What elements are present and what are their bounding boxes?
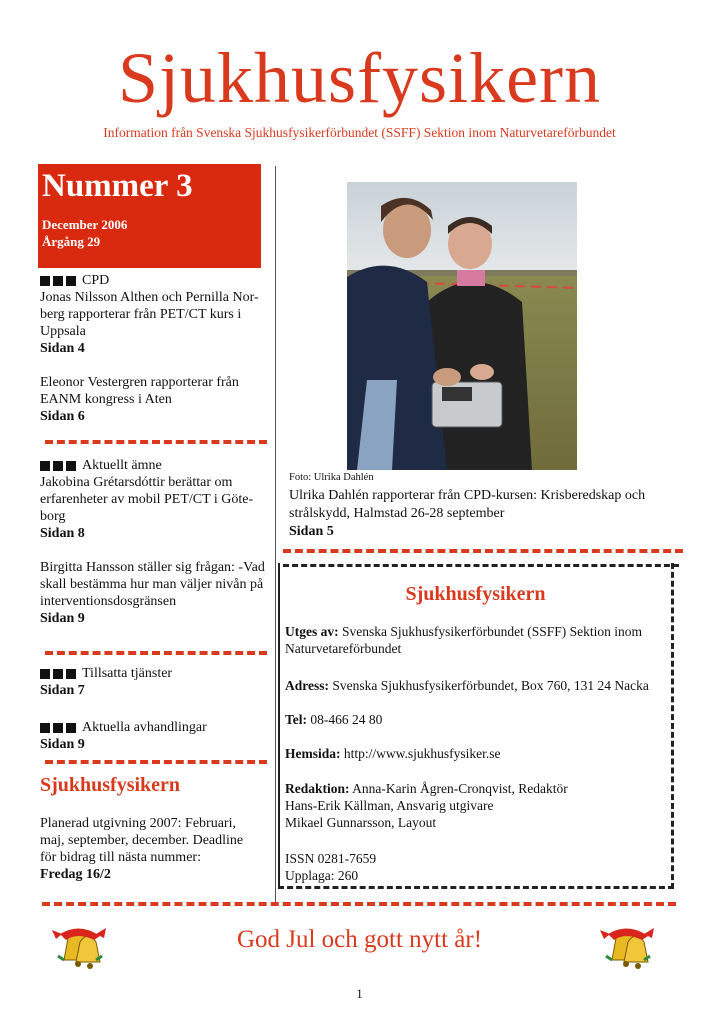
contents-theses <box>40 719 272 753</box>
bullet-squares-icon <box>40 461 79 471</box>
issue-date: December 2006 <box>42 217 128 232</box>
issue-box <box>38 164 261 268</box>
page-ref: Sidan 9 <box>40 737 85 752</box>
contents-topical <box>40 457 272 627</box>
publisher-label: Utges av: <box>285 624 339 639</box>
phone-row <box>285 711 673 728</box>
page-ref: Sidan 7 <box>40 683 85 698</box>
issue-meta <box>42 216 127 250</box>
section-heading <box>40 272 272 289</box>
page-number: 1 <box>356 986 363 1001</box>
contents-item-text: Eleonor Vestergren rapporterar från EANM kongress i Aten <box>40 375 239 407</box>
circulation-value: Upplaga: 260 <box>285 868 359 883</box>
layout-value: Mikael Gunnarsson, Layout <box>285 815 437 830</box>
bullet-squares-icon <box>40 276 79 286</box>
divider <box>45 440 267 444</box>
contents-item-text: Jakobina Grétarsdóttir berättar om erfarenheter av mobil PET/CT i Göte-borg <box>40 475 254 524</box>
website-link[interactable]: http://www.sjukhusfysiker.se <box>343 746 501 761</box>
contents-item-text: Birgitta Hansson ställer sig frågan: -Vad skall bestämma hur man väljer nivån på interventionsdosgränsen <box>40 560 265 609</box>
section-heading <box>40 719 272 736</box>
issn-row <box>285 850 673 884</box>
section-heading <box>40 457 272 474</box>
issue-number: Nummer 3 <box>42 168 193 204</box>
section-heading-label: Aktuella avhandlingar <box>82 720 207 735</box>
bullet-squares-icon <box>40 723 79 733</box>
sidebar-text: Planerad utgivning 2007: Februari, maj, september, december. Deadline för bidrag till nästa nummer: <box>40 816 244 865</box>
issue-volume: Årgång 29 <box>42 234 101 249</box>
sidebar-body <box>40 815 258 883</box>
responsible-value: Hans-Erik Källman, Ansvarig utgivare <box>285 798 494 813</box>
address-row <box>285 677 673 694</box>
editorial-row <box>285 780 673 831</box>
website-label: Hemsida: <box>285 746 341 761</box>
photo-caption-text: Ulrika Dahlén rapporterar från CPD-kursen: Krisberedskap och strålskydd, Halmstad 26-28 september <box>289 488 646 521</box>
page-ref: Sidan 5 <box>289 524 334 539</box>
divider <box>45 651 267 655</box>
editor-value: Anna-Karin Ågren-Cronqvist, Redaktör <box>352 781 568 796</box>
divider <box>42 902 676 906</box>
website-row <box>285 745 673 762</box>
address-value: Svenska Sjukhusfysikerförbundet, Box 760, 131 24 Nacka <box>332 678 649 693</box>
contents-item-text: Jonas Nilsson Althen och Pernilla Nor-berg rapporterar från PET/CT kurs i Uppsala <box>40 290 259 339</box>
phone-label: Tel: <box>285 712 308 727</box>
bullet-squares-icon <box>40 669 79 679</box>
editorial-label: Redaktion: <box>285 781 350 796</box>
column-rule <box>275 166 276 904</box>
phone-value: 08-466 24 80 <box>310 712 383 727</box>
address-label: Adress: <box>285 678 330 693</box>
photo-credit: Foto: Ulrika Dahlén <box>289 472 374 483</box>
page-ref: Sidan 9 <box>40 611 85 626</box>
publisher-row <box>285 623 673 657</box>
contents-jobs <box>40 665 272 699</box>
section-heading-label: Tillsatta tjänster <box>82 666 173 681</box>
infobox-title: Sjukhusfysikern <box>405 583 546 605</box>
contents-cpd <box>40 272 272 425</box>
page-ref: Sidan 8 <box>40 526 85 541</box>
page-ref: Sidan 4 <box>40 341 85 356</box>
publisher-info-box <box>278 563 674 889</box>
photo-caption <box>289 487 689 541</box>
section-heading-label: CPD <box>82 273 110 288</box>
sidebar-title: Sjukhusfysikern <box>40 774 181 796</box>
divider <box>45 760 267 764</box>
section-heading-label: Aktuellt ämne <box>82 458 162 473</box>
masthead-tagline: Information från Svenska Sjukhusfysikerförbundet (SSFF) Sektion inom Naturvetareförbundet <box>103 125 616 140</box>
section-heading <box>40 665 272 682</box>
holiday-greeting: God Jul och gott nytt år! <box>236 926 483 953</box>
divider <box>283 549 683 553</box>
photo <box>347 182 577 470</box>
publisher-value: Svenska Sjukhusfysikerförbundet (SSFF) Sektion inom Naturvetareförbundet <box>285 624 643 656</box>
photo-illustration <box>347 182 577 470</box>
masthead-title: Sjukhusfysikern <box>118 38 601 118</box>
issn-value: ISSN 0281-7659 <box>285 851 377 866</box>
page-ref: Sidan 6 <box>40 409 85 424</box>
sidebar-deadline: Fredag 16/2 <box>40 867 111 882</box>
